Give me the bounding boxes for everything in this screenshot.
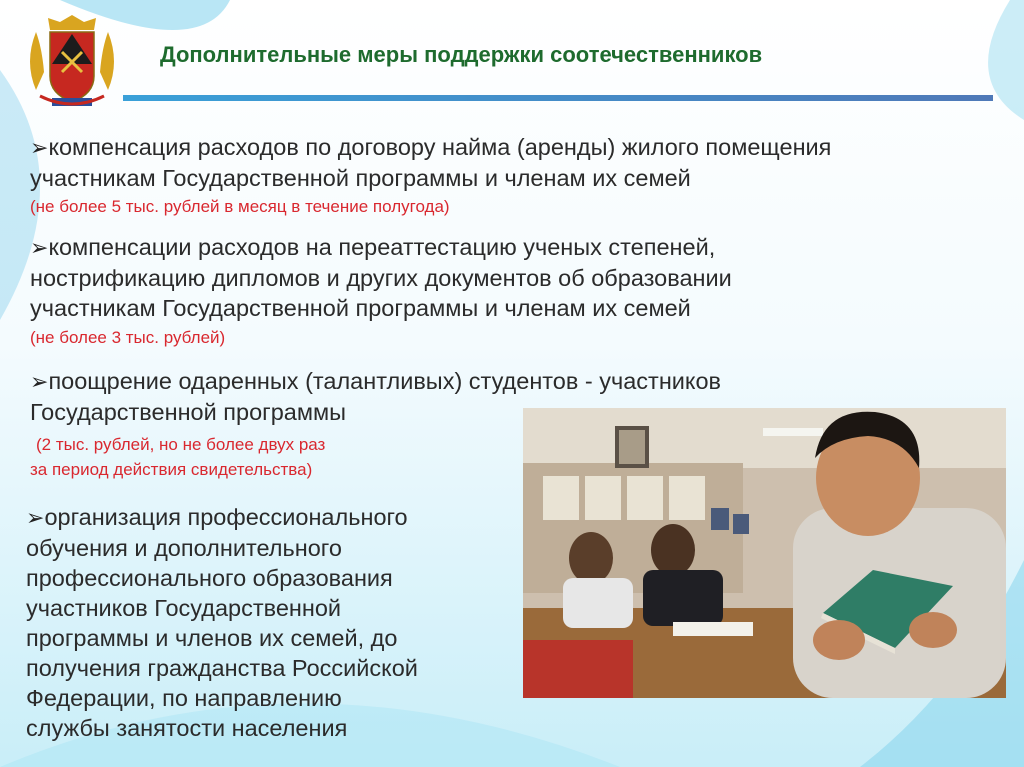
item-note: (не более 3 тыс. рублей) bbox=[30, 328, 226, 347]
item-text-line: Федерации, по направлению bbox=[26, 685, 342, 711]
item-note: за период действия свидетельства) bbox=[30, 460, 313, 479]
kemerovo-coat-of-arms-icon bbox=[22, 12, 122, 112]
item-text-line: получения гражданства Российской bbox=[26, 655, 418, 681]
bullet-arrow-icon: ➢ bbox=[30, 135, 49, 160]
item-note: (2 тыс. рублей, но не более двух раз bbox=[36, 435, 326, 454]
item-text-line: участникам Государственной программы и членам их семей bbox=[30, 295, 691, 321]
item-text-line: участникам Государственной программы и членам их семей bbox=[30, 165, 691, 191]
bullet-arrow-icon: ➢ bbox=[30, 369, 49, 394]
list-item bbox=[30, 232, 732, 323]
slide-title: Дополнительные меры поддержки соотечественников bbox=[160, 42, 763, 67]
item-text-line: поощрение одаренных (талантливых) студентов - участников bbox=[48, 368, 722, 394]
item-text-line: профессионального образования bbox=[26, 565, 393, 591]
bullet-arrow-icon: ➢ bbox=[30, 235, 49, 260]
item-text-line: участников Государственной bbox=[26, 595, 342, 621]
item-text-line: компенсации расходов на переаттестацию ученых степеней, bbox=[48, 234, 716, 260]
list-item bbox=[30, 132, 831, 193]
item-text-line: Государственной программы bbox=[30, 399, 347, 425]
bullet-arrow-icon: ➢ bbox=[26, 505, 45, 530]
students-photo bbox=[523, 408, 1006, 698]
list-item bbox=[26, 502, 418, 743]
item-text-line: компенсация расходов по договору найма (аренды) жилого помещения bbox=[48, 134, 832, 160]
title-divider bbox=[123, 95, 993, 101]
item-text-line: службы занятости населения bbox=[26, 715, 348, 741]
item-text-line: программы и членов их семей, до bbox=[26, 625, 398, 651]
item-text-line: нострификацию дипломов и других документов об образовании bbox=[30, 265, 732, 291]
item-text-line: организация профессионального bbox=[44, 504, 408, 530]
item-note: (не более 5 тыс. рублей в месяц в течение полугода) bbox=[30, 197, 450, 216]
item-text-line: обучения и дополнительного bbox=[26, 535, 342, 561]
